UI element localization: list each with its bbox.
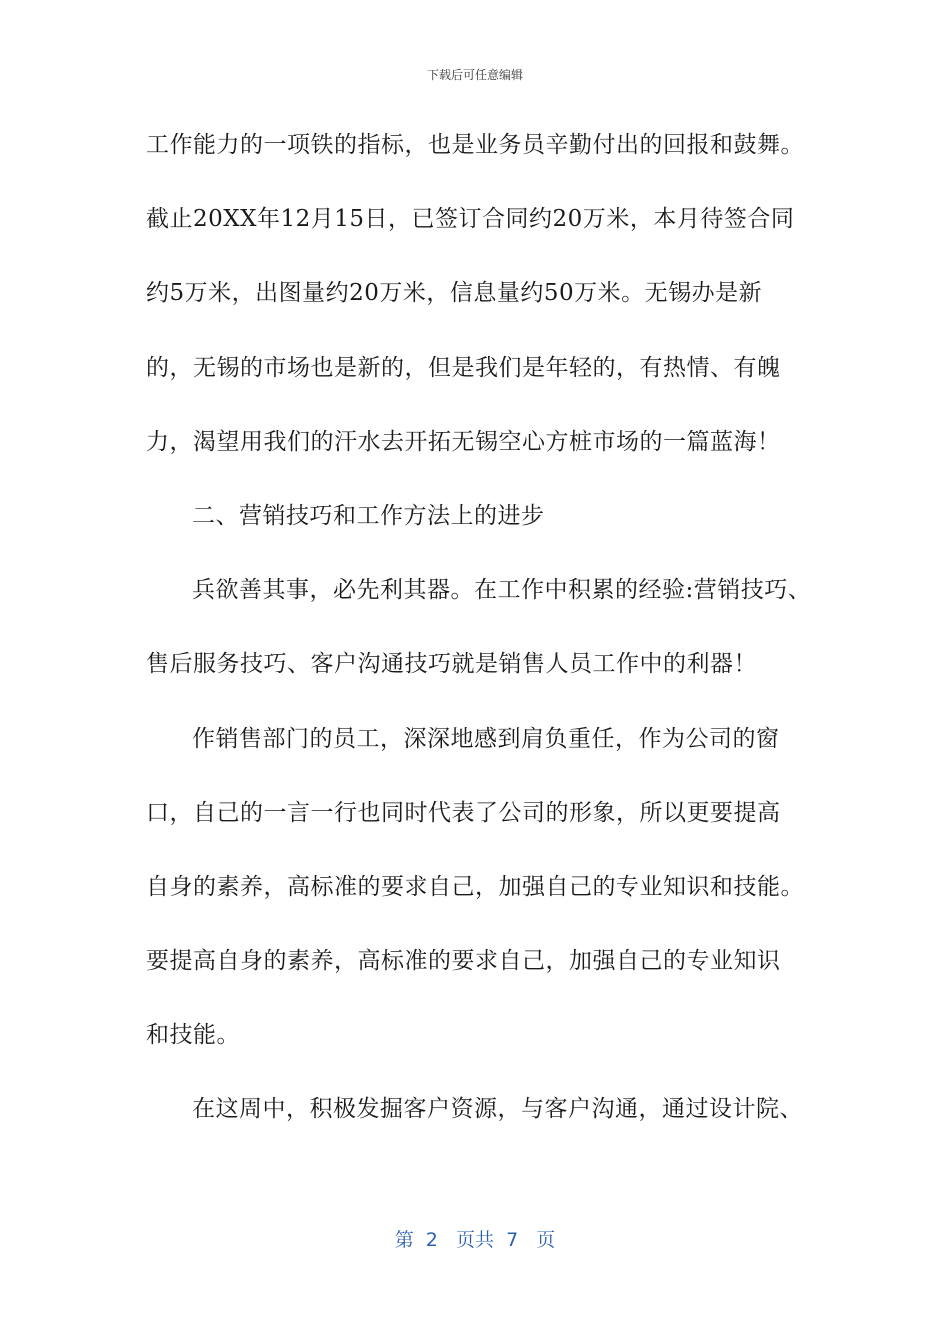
body-line: 工作能力的一项铁的指标，也是业务员辛勤付出的回报和鼓舞。 <box>146 132 804 158</box>
document-body <box>146 122 826 1161</box>
body-line: 截止20XX年12月15日，已签订合同约20万米，本月待签合同 <box>146 206 795 233</box>
section-heading: 二、营销技巧和工作方法上的进步 <box>192 502 545 529</box>
body-line: 售后服务技巧、客户沟通技巧就是销售人员工作中的利器！ <box>146 651 757 678</box>
body-line: 和技能。 <box>146 1022 240 1049</box>
body-line: 兵欲善其事，必先利其器。在工作中积累的经验:营销技巧、 <box>192 577 812 604</box>
body-line: 口，自己的一言一行也同时代表了公司的形象，所以更要提高 <box>146 799 781 826</box>
body-line: 力，渴望用我们的汗水去开拓无锡空心方桩市场的一篇蓝海！ <box>146 428 781 455</box>
body-line: 自身的素养，高标准的要求自己，加强自己的专业知识和技能。 <box>146 873 804 900</box>
page-header: 下载后可任意编辑 <box>426 68 523 82</box>
body-line: 作销售部门的员工，深深地感到肩负重任，作为公司的窗 <box>192 725 780 752</box>
body-line: 要提高自身的素养，高标准的要求自己，加强自己的专业知识 <box>146 948 781 975</box>
body-line: 在这周中，积极发掘客户资源，与客户沟通，通过设计院、 <box>192 1096 803 1123</box>
body-line: 的，无锡的市场也是新的，但是我们是年轻的，有热情、有魄 <box>146 354 781 381</box>
page-footer: 第 2 页共 7 页 <box>394 1229 556 1251</box>
body-line: 约5万米，出图量约20万米，信息量约50万米。无锡办是新 <box>146 280 763 307</box>
